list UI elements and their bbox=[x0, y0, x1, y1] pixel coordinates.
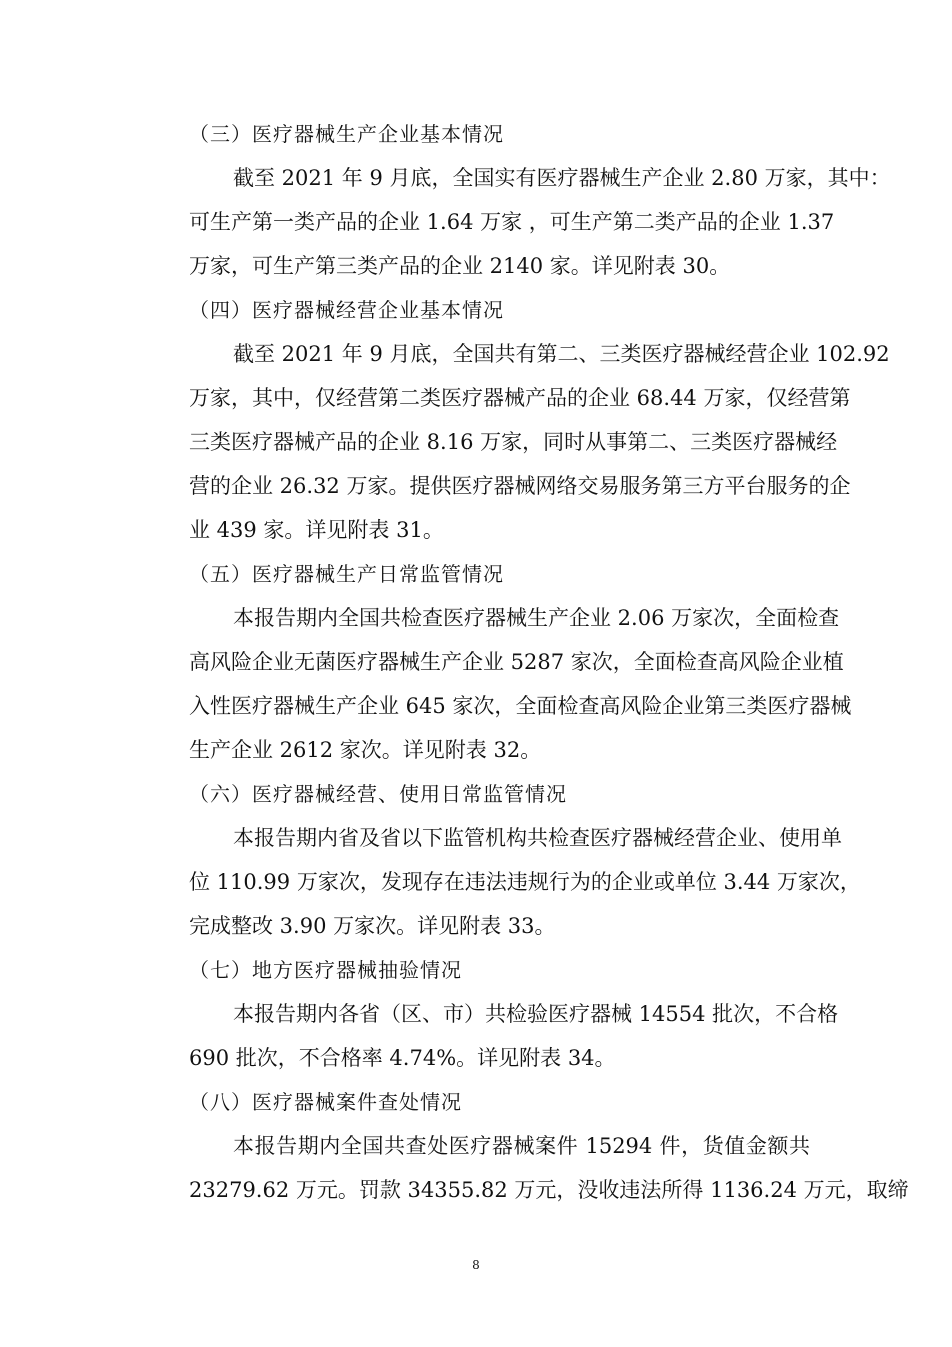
paragraph-line: 营的企业 26.32 万家。提供医疗器械网络交易服务第三方平台服务的企 bbox=[189, 474, 851, 498]
paragraph-line: 三类医疗器械产品的企业 8.16 万家，同时从事第二、三类医疗器械经 bbox=[189, 430, 838, 454]
section-6 bbox=[145, 772, 861, 948]
paragraph-line: 本报告期内全国共检查医疗器械生产企业 2.06 万家次，全面检查 bbox=[233, 606, 840, 630]
section-paragraph bbox=[145, 816, 861, 948]
paragraph-line: 完成整改 3.90 万家次。详见附表 33。 bbox=[189, 914, 556, 938]
paragraph-line: 入性医疗器械生产企业 645 家次，全面检查高风险企业第三类医疗器械 bbox=[189, 694, 852, 718]
paragraph-line: 位 110.99 万家次，发现存在违法违规行为的企业或单位 3.44 万家次， bbox=[189, 870, 861, 894]
page-body bbox=[145, 112, 909, 1212]
section-heading: （六）医疗器械经营、使用日常监管情况 bbox=[189, 782, 567, 806]
paragraph-line: 万家，可生产第三类产品的企业 2140 家。详见附表 30。 bbox=[189, 254, 731, 278]
paragraph-line: 23279.62 万元。罚款 34355.82 万元，没收违法所得 1136.24 万元，取缔 bbox=[189, 1178, 909, 1202]
page-number: 8 bbox=[472, 1258, 480, 1272]
section-heading: （三）医疗器械生产企业基本情况 bbox=[189, 122, 504, 146]
paragraph-line: 截至 2021 年 9 月底，全国共有第二、三类医疗器械经营企业 102.92 bbox=[233, 342, 890, 366]
section-5 bbox=[145, 552, 852, 772]
paragraph-line: 万家，其中，仅经营第二类医疗器械产品的企业 68.44 万家，仅经营第 bbox=[189, 386, 851, 410]
paragraph-line: 业 439 家。详见附表 31。 bbox=[189, 518, 444, 542]
paragraph-line: 本报告期内全国共查处医疗器械案件 15294 件，货值金额共 bbox=[233, 1134, 810, 1158]
paragraph-line: 本报告期内省及省以下监管机构共检查医疗器械经营企业、使用单 bbox=[233, 826, 842, 850]
paragraph-line: 截至 2021 年 9 月底，全国实有医疗器械生产企业 2.80 万家，其中： bbox=[233, 166, 891, 190]
paragraph-line: 690 批次，不合格率 4.74%。详见附表 34。 bbox=[189, 1046, 616, 1070]
section-paragraph bbox=[145, 332, 890, 552]
section-4 bbox=[145, 288, 890, 552]
section-heading: （八）医疗器械案件查处情况 bbox=[189, 1090, 462, 1114]
paragraph-line: 本报告期内各省（区、市）共检验医疗器械 14554 批次，不合格 bbox=[233, 1002, 839, 1026]
paragraph-line: 高风险企业无菌医疗器械生产企业 5287 家次，全面检查高风险企业植 bbox=[189, 650, 844, 674]
paragraph-line: 生产企业 2612 家次。详见附表 32。 bbox=[189, 738, 542, 762]
section-paragraph bbox=[145, 1124, 909, 1212]
section-heading: （七）地方医疗器械抽验情况 bbox=[189, 958, 462, 982]
section-paragraph bbox=[145, 156, 891, 288]
section-heading: （五）医疗器械生产日常监管情况 bbox=[189, 562, 504, 586]
section-paragraph bbox=[145, 596, 852, 772]
section-3 bbox=[145, 112, 891, 288]
section-8 bbox=[145, 1080, 909, 1212]
section-7 bbox=[145, 948, 839, 1080]
paragraph-line: 可生产第一类产品的企业 1.64 万家 ，可生产第二类产品的企业 1.37 bbox=[189, 210, 835, 234]
section-paragraph bbox=[145, 992, 839, 1080]
section-heading: （四）医疗器械经营企业基本情况 bbox=[189, 298, 504, 322]
